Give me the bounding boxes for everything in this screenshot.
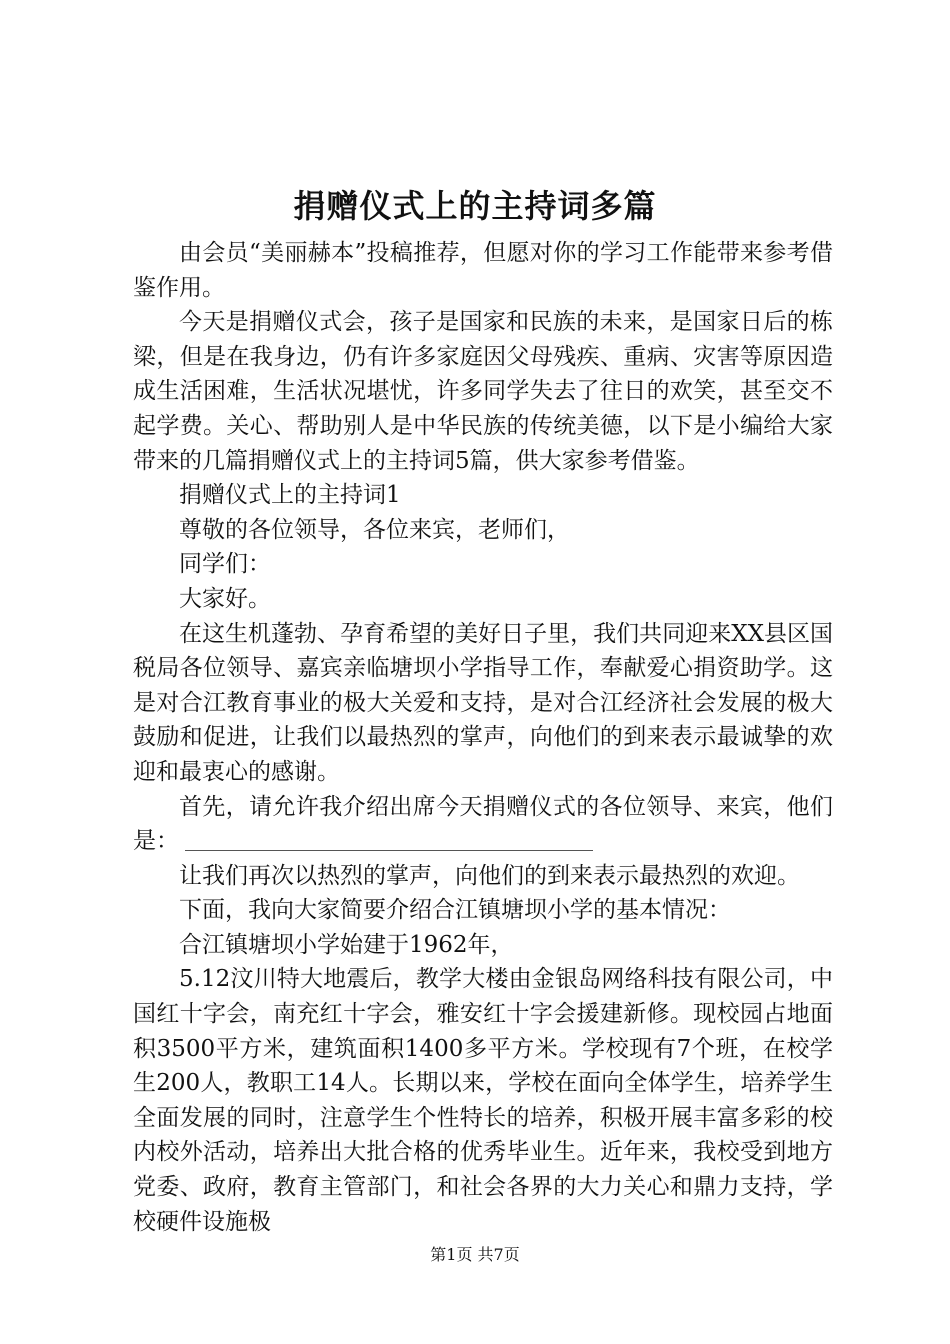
paragraph: 捐赠仪式上的主持词1 [179, 482, 401, 509]
paragraph: 大家好。 [179, 585, 271, 612]
document-body [133, 236, 833, 1239]
paragraph: 尊敬的各位领导，各位来宾，老师们， [179, 516, 570, 543]
fill-in-blank-line [185, 849, 593, 851]
paragraph: 让我们再次以热烈的掌声，向他们的到来表示最热烈的欢迎。 [179, 862, 800, 889]
paragraph: 同学们： [179, 551, 271, 578]
paragraph: 5.12汶川特大地震后，教学大楼由金银岛网络科技有限公司，中国红十字会，南充红十字会，雅安红十字会援建新修。现校园占地面积3500平方米，建筑面积1400多平方米。学校现有7个班，在校学生200人，教职工14人。长期以来，学校在面向全体学生，培养学生全面发展的同时，注意学生个性特长的培养，积极开展丰富多彩的校内校外活动，培养出大批合格的优秀毕业生。近年来，我校受到地方党委、政府，教育主管部门，和社会各界的大力关心和鼎力支持，学校硬件设施极 [133, 966, 833, 1235]
paragraph-with-blank [133, 790, 833, 859]
page-number-footer: 第1页 共7页 [430, 1245, 520, 1264]
document-title: 捐赠仪式上的主持词多篇 [293, 187, 657, 225]
paragraph: 由会员“美丽赫本”投稿推荐，但愿对你的学习工作能带来参考借鉴作用。 [133, 240, 833, 301]
paragraph: 在这生机蓬勃、孕育希望的美好日子里，我们共同迎来XX县区国税局各位领导、嘉宾亲临塘坝小学指导工作，奉献爱心捐资助学。这是对合江教育事业的极大关爱和支持，是对合江经济社会发展的极大鼓励和促进，让我们以最热烈的掌声，向他们的到来表示最诚挚的欢迎和最衷心的感谢。 [133, 620, 833, 785]
paragraph: 合江镇塘坝小学始建于1962年， [179, 931, 514, 958]
paragraph: 下面，我向大家简要介绍合江镇塘坝小学的基本情况： [179, 897, 731, 924]
paragraph: 今天是捐赠仪式会，孩子是国家和民族的未来，是国家日后的栋梁，但是在我身边，仍有许多家庭因父母残疾、重病、灾害等原因造成生活困难，生活状况堪忧，许多同学失去了往日的欢笑，甚至交不起学费。关心、帮助别人是中华民族的传统美德，以下是小编给大家带来的几篇捐赠仪式上的主持词5篇，供大家参考借鉴。 [133, 309, 833, 474]
paragraph-text: 首先，请允许我介绍出席今天捐赠仪式的各位领导、来宾，他们是： [133, 793, 833, 855]
